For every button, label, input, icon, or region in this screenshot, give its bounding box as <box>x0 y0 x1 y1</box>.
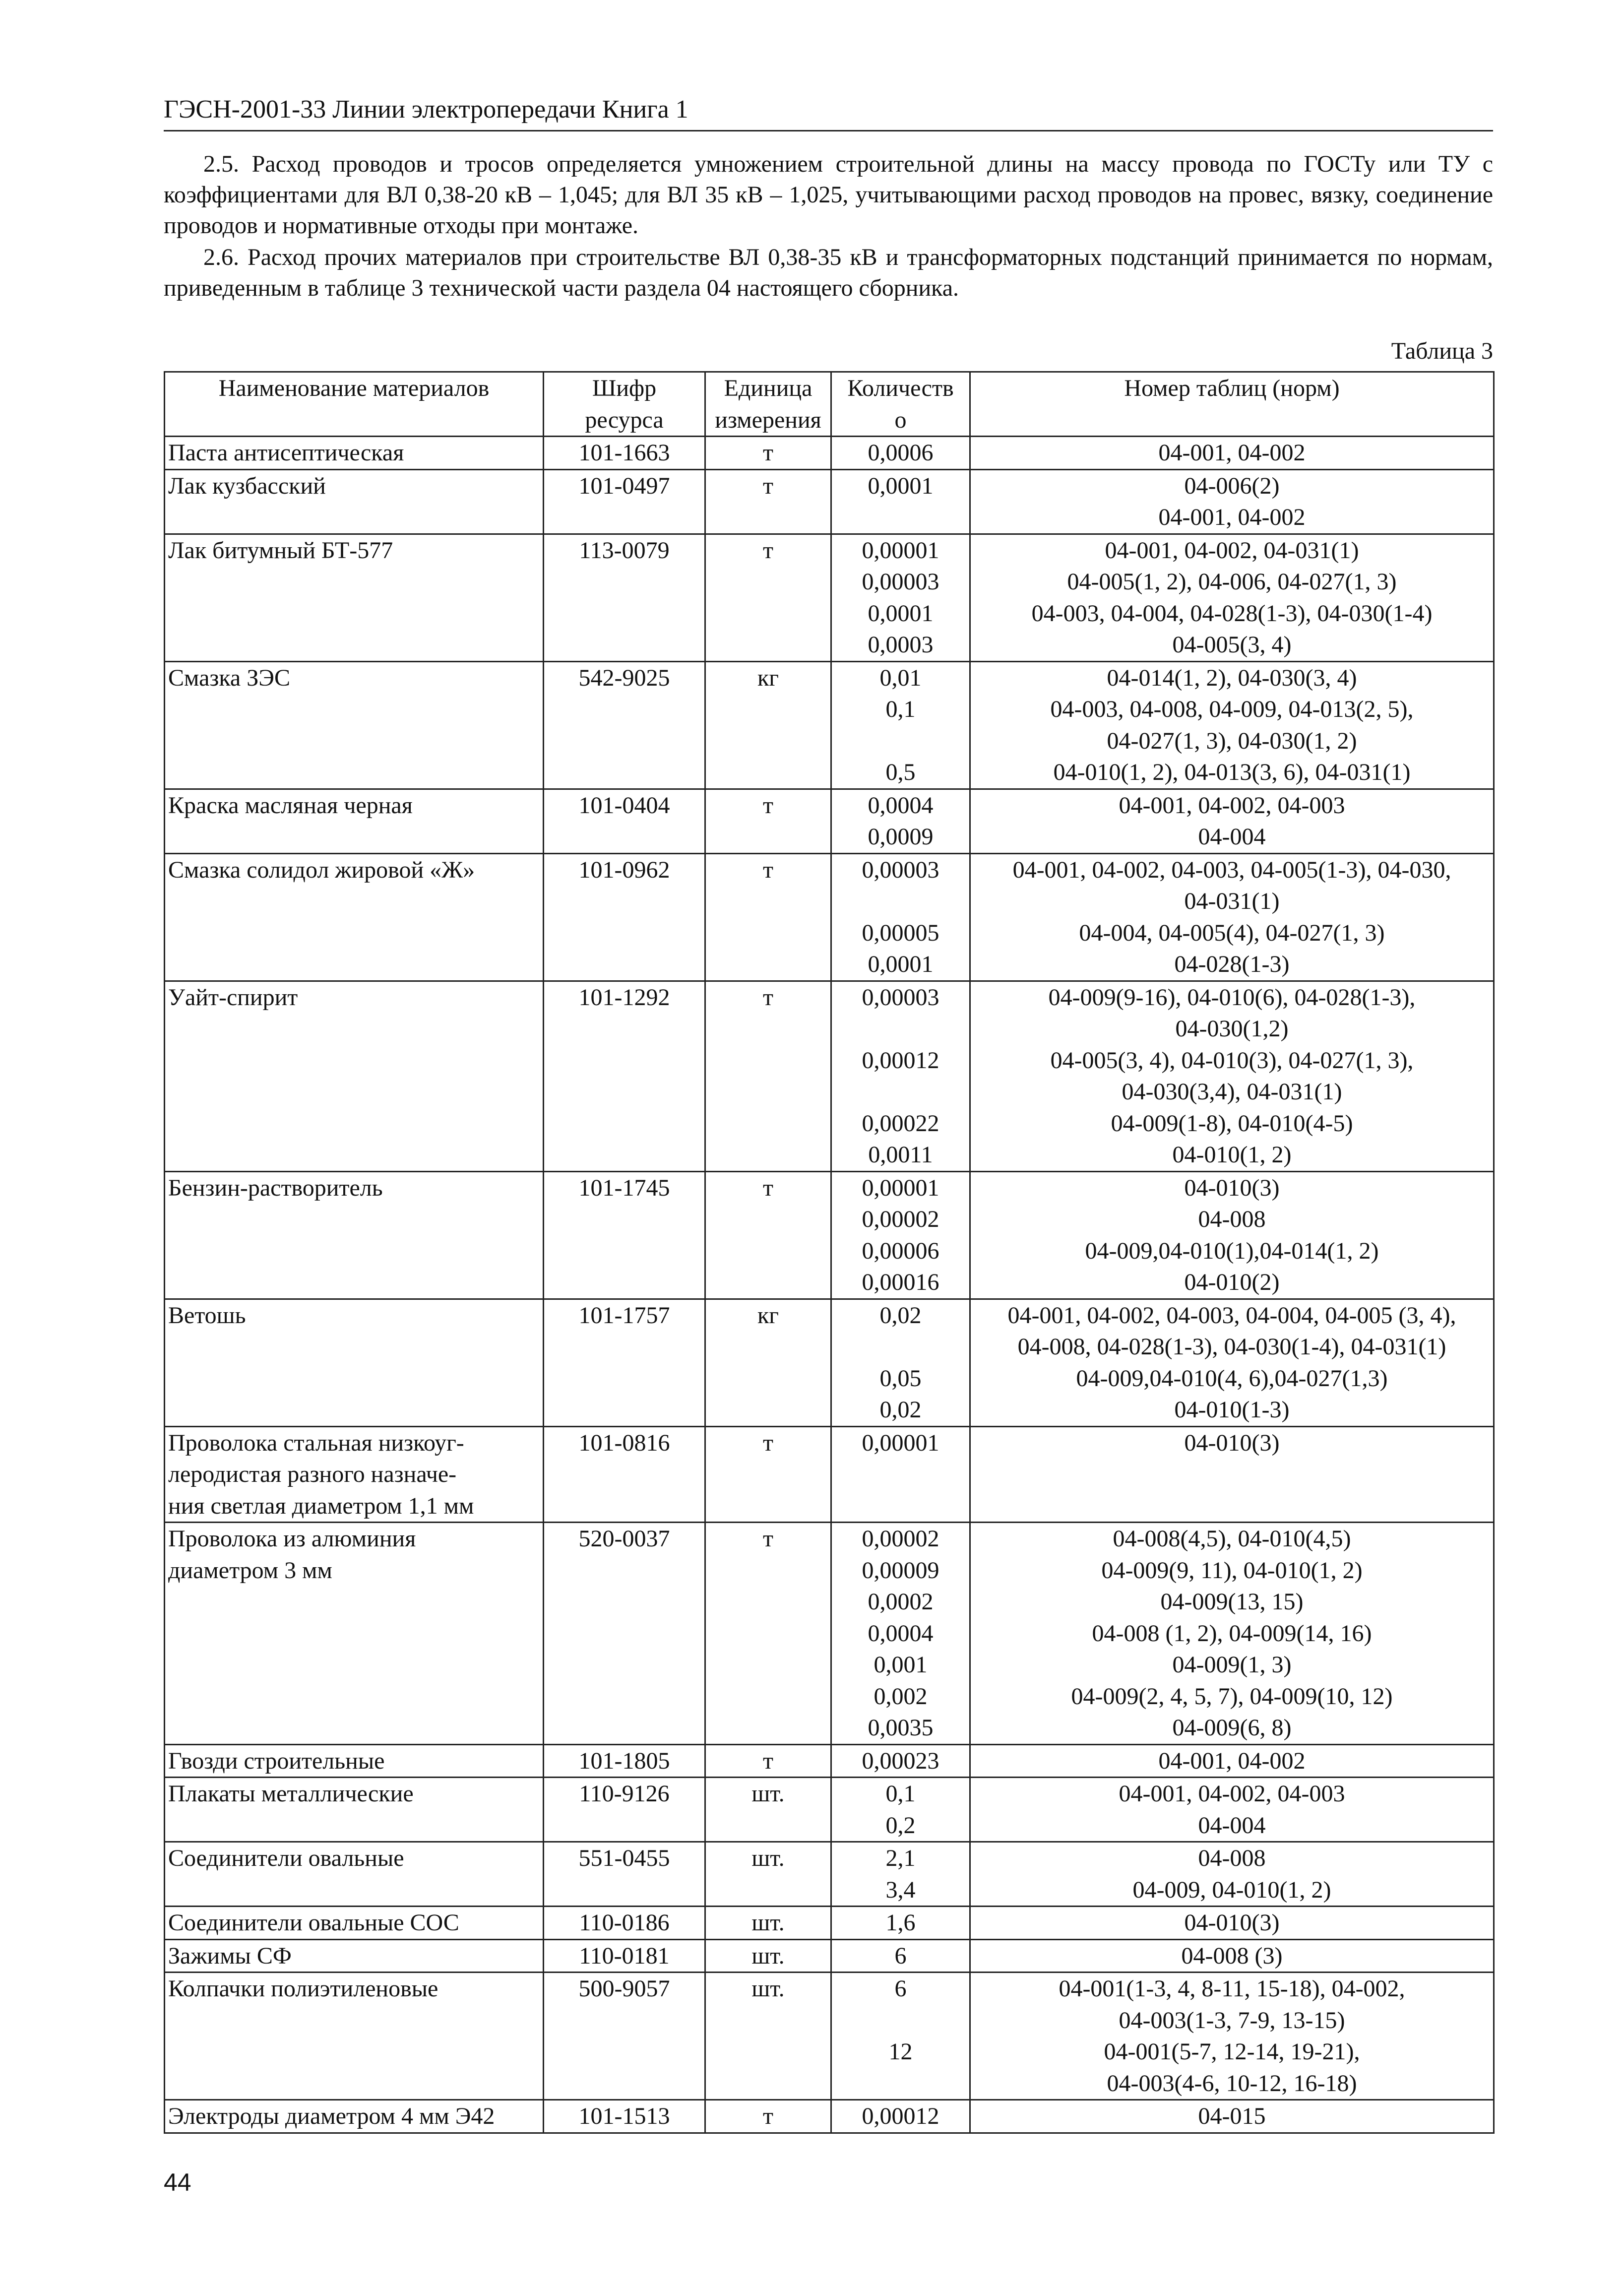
quantity-cell <box>831 1778 970 1842</box>
table-ref-line: 04-008, 04-028(1-3), 04-030(1-4), 04-031(1) <box>1017 1334 1446 1360</box>
material-name-cell <box>165 437 544 470</box>
quantity-value: 0,00009 <box>862 1557 939 1584</box>
table-row <box>165 469 1494 534</box>
material-name-cell <box>165 1523 544 1745</box>
table-ref-line: 04-031(1) <box>1184 888 1280 914</box>
quantity-value: 0,0001 <box>868 472 934 499</box>
table-refs-cell <box>970 469 1494 534</box>
table-ref-line: 04-009,04-010(4, 6),04-027(1,3) <box>1076 1365 1388 1392</box>
material-name-line: леродистая разного назначе- <box>168 1461 457 1487</box>
unit-cell: т <box>705 789 831 853</box>
quantity-cell <box>831 437 970 470</box>
paragraph-2-6: 2.6. Расход прочих материалов при строительстве ВЛ 0,38-35 кВ и трансформаторных подстанций принимается по нормам, приведенным в таблице 3 технической части раздела 04 настоящего сборника. <box>164 244 1493 301</box>
quantity-value <box>835 2068 966 2100</box>
table-row <box>165 2100 1494 2133</box>
table-refs-cell <box>970 1907 1494 1940</box>
table-refs-cell <box>970 1744 1494 1778</box>
quantity-value: 1,6 <box>885 1910 916 1936</box>
running-header <box>164 92 1493 131</box>
material-name-line: Соединители овальные <box>168 1845 404 1871</box>
resource-code-cell: 101-1292 <box>544 981 705 1171</box>
material-name-line: Проволока из алюминия <box>168 1526 416 1552</box>
quantity-value: 0,00005 <box>862 919 939 946</box>
unit-cell: т <box>705 1426 831 1523</box>
table-ref-line: 04-001, 04-002 <box>1158 1747 1306 1774</box>
material-name-cell <box>165 1907 544 1940</box>
header-unit-line-1: Единица <box>724 375 812 401</box>
quantity-cell <box>831 1939 970 1973</box>
unit-cell: т <box>705 1171 831 1299</box>
resource-code-cell: 500-9057 <box>544 1973 705 2100</box>
quantity-value: 0,0002 <box>868 1589 934 1615</box>
quantity-value: 0,00001 <box>862 537 939 564</box>
table-ref-line: 04-009,04-010(1),04-014(1, 2) <box>1085 1237 1379 1264</box>
table-row <box>165 853 1494 981</box>
table-refs-cell <box>970 1523 1494 1745</box>
quantity-cell <box>831 981 970 1171</box>
table-ref-line: 04-030(3,4), 04-031(1) <box>1122 1079 1342 1105</box>
material-name-cell <box>165 853 544 981</box>
quantity-value: 0,1 <box>885 1781 916 1807</box>
quantity-value: 6 <box>894 1942 907 1969</box>
material-name-line: Колпачки полиэтиленовые <box>168 1975 438 2002</box>
material-name-line: Краска масляная черная <box>168 792 413 819</box>
unit-cell: шт. <box>705 1973 831 2100</box>
document-title: ГЭСН-2001-33 Линии электропередачи Книга 1 <box>164 95 688 124</box>
table-row <box>165 1744 1494 1778</box>
table-ref-line: 04-003(1-3, 7-9, 13-15) <box>1119 2007 1345 2034</box>
header-quantity-line-2: о <box>894 406 907 433</box>
table-ref-line: 04-027(1, 3), 04-030(1, 2) <box>1107 727 1357 754</box>
material-name-line: Ветошь <box>168 1302 246 1329</box>
table-ref-line: 04-010(1, 2), 04-013(3, 6), 04-031(1) <box>1053 759 1411 785</box>
quantity-value <box>835 725 966 757</box>
resource-code-cell: 101-0497 <box>544 469 705 534</box>
unit-cell: шт. <box>705 1778 831 1842</box>
table-caption: Таблица 3 <box>1391 338 1493 364</box>
table-ref-line: 04-030(1,2) <box>1175 1016 1289 1042</box>
quantity-value: 3,4 <box>885 1876 916 1903</box>
table-refs-cell <box>970 1842 1494 1907</box>
table-row <box>165 1973 1494 2100</box>
header-resource-code-line-1: Шифр <box>592 375 657 401</box>
material-name-line: Зажимы СФ <box>168 1942 292 1969</box>
table-ref-line: 04-009(13, 15) <box>1160 1589 1304 1615</box>
table-ref-line: 04-005(3, 4) <box>1172 632 1292 658</box>
material-name-line: ния светлая диаметром 1,1 мм <box>168 1492 474 1519</box>
table-ref-line: 04-001, 04-002, 04-031(1) <box>1105 537 1359 564</box>
quantity-value: 0,0035 <box>868 1715 934 1741</box>
table-ref-line: 04-008 (3) <box>1181 1942 1283 1969</box>
quantity-value: 0,00002 <box>862 1206 939 1232</box>
table-ref-line: 04-010(1-3) <box>1174 1397 1290 1423</box>
quantity-value: 0,00003 <box>862 569 939 595</box>
material-name-line: Смазка ЗЭС <box>168 664 290 691</box>
quantity-cell <box>831 2100 970 2133</box>
unit-cell: т <box>705 1523 831 1745</box>
table-ref-line: 04-001, 04-002, 04-003 <box>1119 792 1345 819</box>
quantity-value <box>835 886 966 917</box>
resource-code-cell: 110-9126 <box>544 1778 705 1842</box>
quantity-cell <box>831 1299 970 1426</box>
table-ref-line: 04-005(1, 2), 04-006, 04-027(1, 3) <box>1067 569 1397 595</box>
table-body <box>165 437 1494 2133</box>
resource-code-cell: 101-0962 <box>544 853 705 981</box>
table-ref-line: 04-001(1-3, 4, 8-11, 15-18), 04-002, <box>1059 1975 1405 2002</box>
material-name-line: Соединители овальные СОС <box>168 1910 459 1936</box>
table-ref-line: 04-009(6, 8) <box>1172 1715 1292 1741</box>
quantity-value: 0,0004 <box>868 792 934 819</box>
quantity-value: 0,2 <box>885 1812 916 1839</box>
table-row <box>165 437 1494 470</box>
table-ref-line: 04-004 <box>1198 1812 1266 1839</box>
header-quantity <box>831 372 970 437</box>
table-ref-line: 04-003(4-6, 10-12, 16-18) <box>1107 2070 1357 2097</box>
unit-cell: т <box>705 437 831 470</box>
quantity-value <box>835 2005 966 2037</box>
header-unit-line-2: измерения <box>715 406 821 433</box>
table-row <box>165 981 1494 1171</box>
table-refs-cell <box>970 981 1494 1171</box>
quantity-value: 0,0004 <box>868 1620 934 1647</box>
material-name-cell <box>165 789 544 853</box>
material-name-line: диаметром 3 мм <box>168 1557 332 1584</box>
material-name-line: Лак битумный БТ-577 <box>168 537 393 564</box>
quantity-value <box>835 1013 966 1045</box>
table-refs-cell <box>970 853 1494 981</box>
material-name-line: Лак кузбасский <box>168 472 326 499</box>
unit-cell: т <box>705 534 831 661</box>
quantity-value: 0,00022 <box>862 1110 939 1137</box>
table-ref-line: 04-028(1-3) <box>1174 951 1290 977</box>
table-ref-line: 04-006(2) <box>1184 472 1280 499</box>
table-row <box>165 789 1494 853</box>
quantity-cell <box>831 661 970 789</box>
quantity-value: 0,0006 <box>868 440 934 466</box>
quantity-value: 0,02 <box>879 1397 922 1423</box>
header-table-refs-line: Номер таблиц (норм) <box>1124 375 1340 401</box>
header-material-name <box>165 372 544 437</box>
quantity-value: 2,1 <box>885 1845 916 1871</box>
table-refs-cell <box>970 1171 1494 1299</box>
quantity-value: 0,00003 <box>862 856 939 883</box>
table-ref-line: 04-001, 04-002, 04-003, 04-005(1-3), 04-030, <box>1012 856 1451 883</box>
table-row <box>165 1523 1494 1745</box>
material-name-cell <box>165 981 544 1171</box>
resource-code-cell: 520-0037 <box>544 1523 705 1745</box>
table-ref-line: 04-001, 04-002, 04-003 <box>1119 1781 1345 1807</box>
material-name-cell <box>165 2100 544 2133</box>
table-ref-line: 04-009(9, 11), 04-010(1, 2) <box>1101 1557 1363 1584</box>
table-refs-cell <box>970 437 1494 470</box>
unit-cell: кг <box>705 1299 831 1426</box>
quantity-value: 0,00016 <box>862 1269 939 1295</box>
material-name-line: Плакаты металлические <box>168 1781 414 1807</box>
unit-cell: шт. <box>705 1907 831 1940</box>
header-unit <box>705 372 831 437</box>
table-refs-cell <box>970 661 1494 789</box>
table-header <box>165 372 1494 437</box>
unit-cell: т <box>705 1744 831 1778</box>
resource-code-cell: 113-0079 <box>544 534 705 661</box>
header-resource-code-line-2: ресурса <box>585 406 664 433</box>
material-name-cell <box>165 661 544 789</box>
quantity-value <box>835 1076 966 1108</box>
material-name-line: Электроды диаметром 4 мм Э42 <box>168 2103 495 2129</box>
unit-cell: т <box>705 469 831 534</box>
table-ref-line: 04-004, 04-005(4), 04-027(1, 3) <box>1079 919 1385 946</box>
page-number: 44 <box>164 2168 191 2196</box>
material-name-cell <box>165 1426 544 1523</box>
quantity-value: 0,00001 <box>862 1429 939 1456</box>
quantity-value: 0,02 <box>879 1302 922 1329</box>
resource-code-cell: 101-1513 <box>544 2100 705 2133</box>
quantity-cell <box>831 789 970 853</box>
table-ref-line: 04-003, 04-008, 04-009, 04-013(2, 5), <box>1050 696 1414 722</box>
table-ref-line: 04-010(3) <box>1184 1174 1280 1201</box>
quantity-value: 0,00006 <box>862 1237 939 1264</box>
paragraph-2-5: 2.5. Расход проводов и тросов определяется умножением строительной длины на массу провода по ГОСТу или ТУ с коэффициентами для ВЛ 0,38-20 кВ – 1,045; для ВЛ 35 кВ – 1,025, учитывающими расход проводов на провес, вязку, соединение проводов и нормативные отходы при монтаже. <box>164 151 1493 239</box>
material-name-cell <box>165 534 544 661</box>
table-row <box>165 1939 1494 1973</box>
quantity-value: 0,00002 <box>862 1526 939 1552</box>
table-ref-line: 04-001, 04-002 <box>1158 440 1306 466</box>
quantity-cell <box>831 1171 970 1299</box>
resource-code-cell: 101-1757 <box>544 1299 705 1426</box>
table-row <box>165 1778 1494 1842</box>
material-name-line: Бензин-растворитель <box>168 1174 383 1201</box>
quantity-value: 0,00003 <box>862 984 939 1011</box>
quantity-value: 0,5 <box>885 759 916 785</box>
table-refs-cell <box>970 789 1494 853</box>
table-ref-line: 04-009(9-16), 04-010(6), 04-028(1-3), <box>1048 984 1416 1011</box>
quantity-value: 0,0001 <box>868 600 934 627</box>
quantity-value: 0,001 <box>874 1652 928 1678</box>
quantity-cell <box>831 1907 970 1940</box>
header-table-refs <box>970 372 1494 437</box>
table-refs-cell <box>970 2100 1494 2133</box>
table-refs-cell <box>970 1939 1494 1973</box>
table-ref-line: 04-004 <box>1198 824 1266 850</box>
material-name-cell <box>165 1171 544 1299</box>
material-name-cell <box>165 1939 544 1973</box>
header-material-name-line: Наименование материалов <box>218 375 490 401</box>
header-resource-code <box>544 372 705 437</box>
table-row <box>165 1842 1494 1907</box>
header-quantity-line-1: Количеств <box>847 375 954 401</box>
material-name-line: Гвозди строительные <box>168 1747 385 1774</box>
unit-cell: т <box>705 853 831 981</box>
table-ref-line: 04-010(1, 2) <box>1172 1142 1292 1168</box>
material-name-cell <box>165 1778 544 1842</box>
quantity-value: 6 <box>894 1975 907 2002</box>
quantity-value: 0,00012 <box>862 2103 939 2129</box>
quantity-value: 0,00023 <box>862 1747 939 1774</box>
quantity-cell <box>831 1426 970 1523</box>
quantity-cell <box>831 1523 970 1745</box>
materials-table <box>164 371 1495 2134</box>
material-name-cell <box>165 1744 544 1778</box>
quantity-cell <box>831 1744 970 1778</box>
table-ref-line: 04-014(1, 2), 04-030(3, 4) <box>1107 664 1357 691</box>
table-header-row <box>165 372 1494 437</box>
table-refs-cell <box>970 1973 1494 2100</box>
table-row <box>165 661 1494 789</box>
material-name-cell <box>165 1299 544 1426</box>
table-ref-line: 04-008 <box>1198 1206 1266 1232</box>
material-name-line: Проволока стальная низкоуг- <box>168 1429 464 1456</box>
table-row <box>165 1299 1494 1426</box>
quantity-value: 0,01 <box>879 664 922 691</box>
quantity-value: 0,05 <box>879 1365 922 1392</box>
table-ref-line: 04-005(3, 4), 04-010(3), 04-027(1, 3), <box>1050 1047 1414 1074</box>
resource-code-cell: 101-0816 <box>544 1426 705 1523</box>
quantity-value: 0,00001 <box>862 1174 939 1201</box>
quantity-cell <box>831 1842 970 1907</box>
resource-code-cell: 110-0186 <box>544 1907 705 1940</box>
table-row <box>165 1171 1494 1299</box>
material-name-cell <box>165 1973 544 2100</box>
resource-code-cell: 101-1745 <box>544 1171 705 1299</box>
table-refs-cell <box>970 1426 1494 1523</box>
table-ref-line: 04-001(5-7, 12-14, 19-21), <box>1104 2038 1360 2065</box>
resource-code-cell: 101-1663 <box>544 437 705 470</box>
table-refs-cell <box>970 534 1494 661</box>
table-refs-cell <box>970 1299 1494 1426</box>
unit-cell: шт. <box>705 1939 831 1973</box>
table-row <box>165 534 1494 661</box>
resource-code-cell: 110-0181 <box>544 1939 705 1973</box>
quantity-value: 0,00012 <box>862 1047 939 1074</box>
material-name-line: Паста антисептическая <box>168 440 404 466</box>
table-ref-line: 04-010(3) <box>1184 1910 1280 1936</box>
table-ref-line: 04-010(2) <box>1184 1269 1280 1295</box>
table-ref-line: 04-009, 04-010(1, 2) <box>1132 1876 1331 1903</box>
quantity-cell <box>831 469 970 534</box>
table-row <box>165 1907 1494 1940</box>
quantity-value: 0,0009 <box>868 824 934 850</box>
resource-code-cell: 101-0404 <box>544 789 705 853</box>
table-ref-line: 04-015 <box>1198 2103 1266 2129</box>
quantity-cell <box>831 1973 970 2100</box>
quantity-value <box>835 1331 966 1363</box>
material-name-cell <box>165 469 544 534</box>
table-ref-line: 04-003, 04-004, 04-028(1-3), 04-030(1-4) <box>1031 600 1433 627</box>
quantity-value: 0,0001 <box>868 951 934 977</box>
quantity-value <box>835 502 966 533</box>
table-refs-cell <box>970 1778 1494 1842</box>
table-ref-line: 04-008 (1, 2), 04-009(14, 16) <box>1092 1620 1372 1647</box>
quantity-value: 0,0003 <box>868 632 934 658</box>
table-ref-line: 04-001, 04-002, 04-003, 04-004, 04-005 (3, 4), <box>1007 1302 1456 1329</box>
table-ref-line: 04-009(2, 4, 5, 7), 04-009(10, 12) <box>1071 1683 1393 1710</box>
quantity-value: 0,1 <box>885 696 916 722</box>
quantity-cell <box>831 853 970 981</box>
quantity-value: 0,0011 <box>868 1142 933 1168</box>
body-text <box>164 149 1493 305</box>
material-name-line: Уайт-спирит <box>168 984 298 1011</box>
unit-cell: т <box>705 2100 831 2133</box>
material-name-cell <box>165 1842 544 1907</box>
table-ref-line: 04-009(1-8), 04-010(4-5) <box>1111 1110 1353 1137</box>
unit-cell: шт. <box>705 1842 831 1907</box>
resource-code-cell: 542-9025 <box>544 661 705 789</box>
table-ref-line: 04-001, 04-002 <box>1158 504 1306 530</box>
unit-cell: т <box>705 981 831 1171</box>
material-name-line: Смазка солидол жировой «Ж» <box>168 856 475 883</box>
resource-code-cell: 101-1805 <box>544 1744 705 1778</box>
unit-cell: кг <box>705 661 831 789</box>
quantity-cell <box>831 534 970 661</box>
table-ref-line: 04-009(1, 3) <box>1172 1652 1292 1678</box>
quantity-value: 12 <box>888 2038 913 2065</box>
table-ref-line: 04-008 <box>1198 1845 1266 1871</box>
table-row <box>165 1426 1494 1523</box>
quantity-value: 0,002 <box>874 1683 928 1710</box>
resource-code-cell: 551-0455 <box>544 1842 705 1907</box>
table-ref-line: 04-008(4,5), 04-010(4,5) <box>1113 1526 1351 1552</box>
table-ref-line: 04-010(3) <box>1184 1429 1280 1456</box>
